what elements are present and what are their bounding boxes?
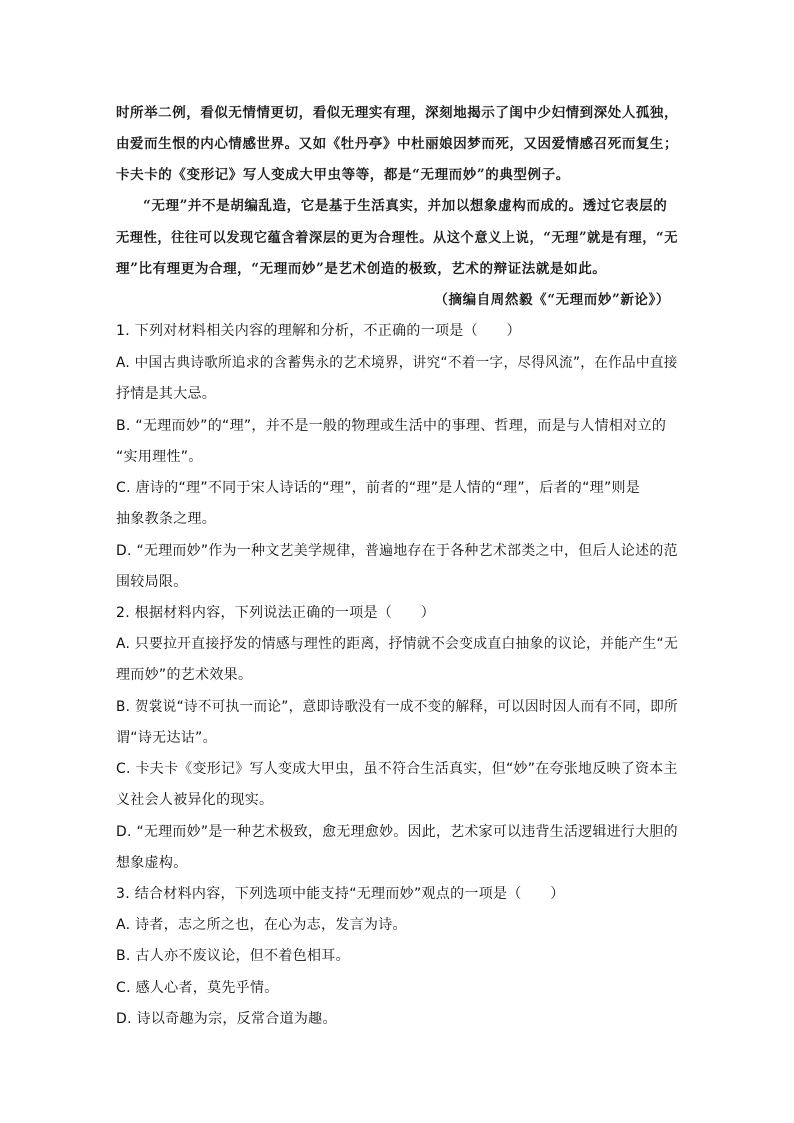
passage-line: 由爱而生恨的内心情感世界。又如《牡丹亭》中杜丽娘因梦而死，又因爱情感召死而复生； — [116, 136, 679, 152]
option-d-line2: 围较局限。 — [116, 574, 188, 590]
option-b-line1: B. “无理而妙”的“理”，并不是一般的物理或生活中的事理、哲理，而是与人情相对立的 — [116, 418, 667, 434]
option-d-line2: 想象虚构。 — [116, 855, 188, 871]
passage-line: “无理”并不是胡编乱造，它是基于生活真实，并加以想象虚构而成的。透过它表层的 — [143, 198, 668, 214]
option-c: C. 感人心者，莫先乎情。 — [116, 980, 279, 996]
option-a-line2: 抒情是其大忌。 — [116, 386, 217, 402]
option-a-line1: A. 只要拉开直接抒发的情感与理性的距离，抒情就不会变成直白抽象的议论，并能产生“无 — [116, 636, 679, 652]
option-b-line2: “实用理性”。 — [116, 449, 203, 465]
option-b-line1: B. 贺裳说“诗不可执一而论”，意即诗歌没有一成不变的解释，可以因时因人而有不同，即所 — [116, 699, 678, 715]
option-a-line2: 理而妙”的艺术效果。 — [116, 667, 253, 683]
option-b: B. 古人亦不废议论，但不着色相耳。 — [116, 948, 350, 964]
passage-line: 理”比有理更为合理，“无理而妙”是艺术创造的极致，艺术的辩证法就是如此。 — [116, 261, 607, 277]
option-a: A. 诗者，志之所之也，在心为志，发言为诗。 — [116, 917, 407, 933]
question-stem: 2. 根据材料内容，下列说法正确的一项是（ ） — [116, 605, 436, 621]
option-c-line1: C. 卡夫卡《变形记》写人变成大甲虫，虽不符合生活真实，但“妙”在夸张地反映了资本主 — [116, 761, 678, 777]
question-stem: 1. 下列对材料相关内容的理解和分析，不正确的一项是（ ） — [116, 323, 521, 339]
option-c-line2: 抽象教条之理。 — [116, 511, 217, 527]
passage-line: 无理性，往往可以发现它蕴含着深层的更为合理性。从这个意义上说，“无理”就是有理，“无 — [116, 230, 679, 246]
option-d: D. 诗以奇趣为宗，反常合道为趣。 — [116, 1011, 337, 1027]
passage-line: 时所举二例，看似无情情更切，看似无理实有理，深刻地揭示了闺中少妇情到深处人孤独， — [116, 105, 679, 121]
question-stem: 3. 结合材料内容，下列选项中能支持“无理而妙”观点的一项是（ ） — [116, 886, 565, 902]
passage-line: 卡夫卡的《变形记》写人变成大甲虫等等，都是“无理而妙”的典型例子。 — [116, 167, 570, 183]
option-a-line1: A. 中国古典诗歌所追求的含蓄隽永的艺术境界，讲究“不着一字，尽得风流”，在作品中直接 — [116, 355, 678, 371]
option-c-line2: 义社会人被异化的现实。 — [116, 792, 274, 808]
option-c-line1: C. 唐诗的“理”不同于宋人诗话的“理”，前者的“理”是人情的“理”，后者的“理”则是 — [116, 480, 641, 496]
passage-source: （摘编自周然毅《“无理而妙”新论》） — [434, 292, 670, 308]
option-b-line2: 谓“诗无达诂”。 — [116, 730, 217, 746]
option-d-line1: D. “无理而妙”是一种艺术极致，愈无理愈妙。因此，艺术家可以违背生活逻辑进行大胆的 — [116, 824, 678, 840]
option-d-line1: D. “无理而妙”作为一种文艺美学规律，普遍地存在于各种艺术部类之中，但后人论述的范 — [116, 543, 678, 559]
